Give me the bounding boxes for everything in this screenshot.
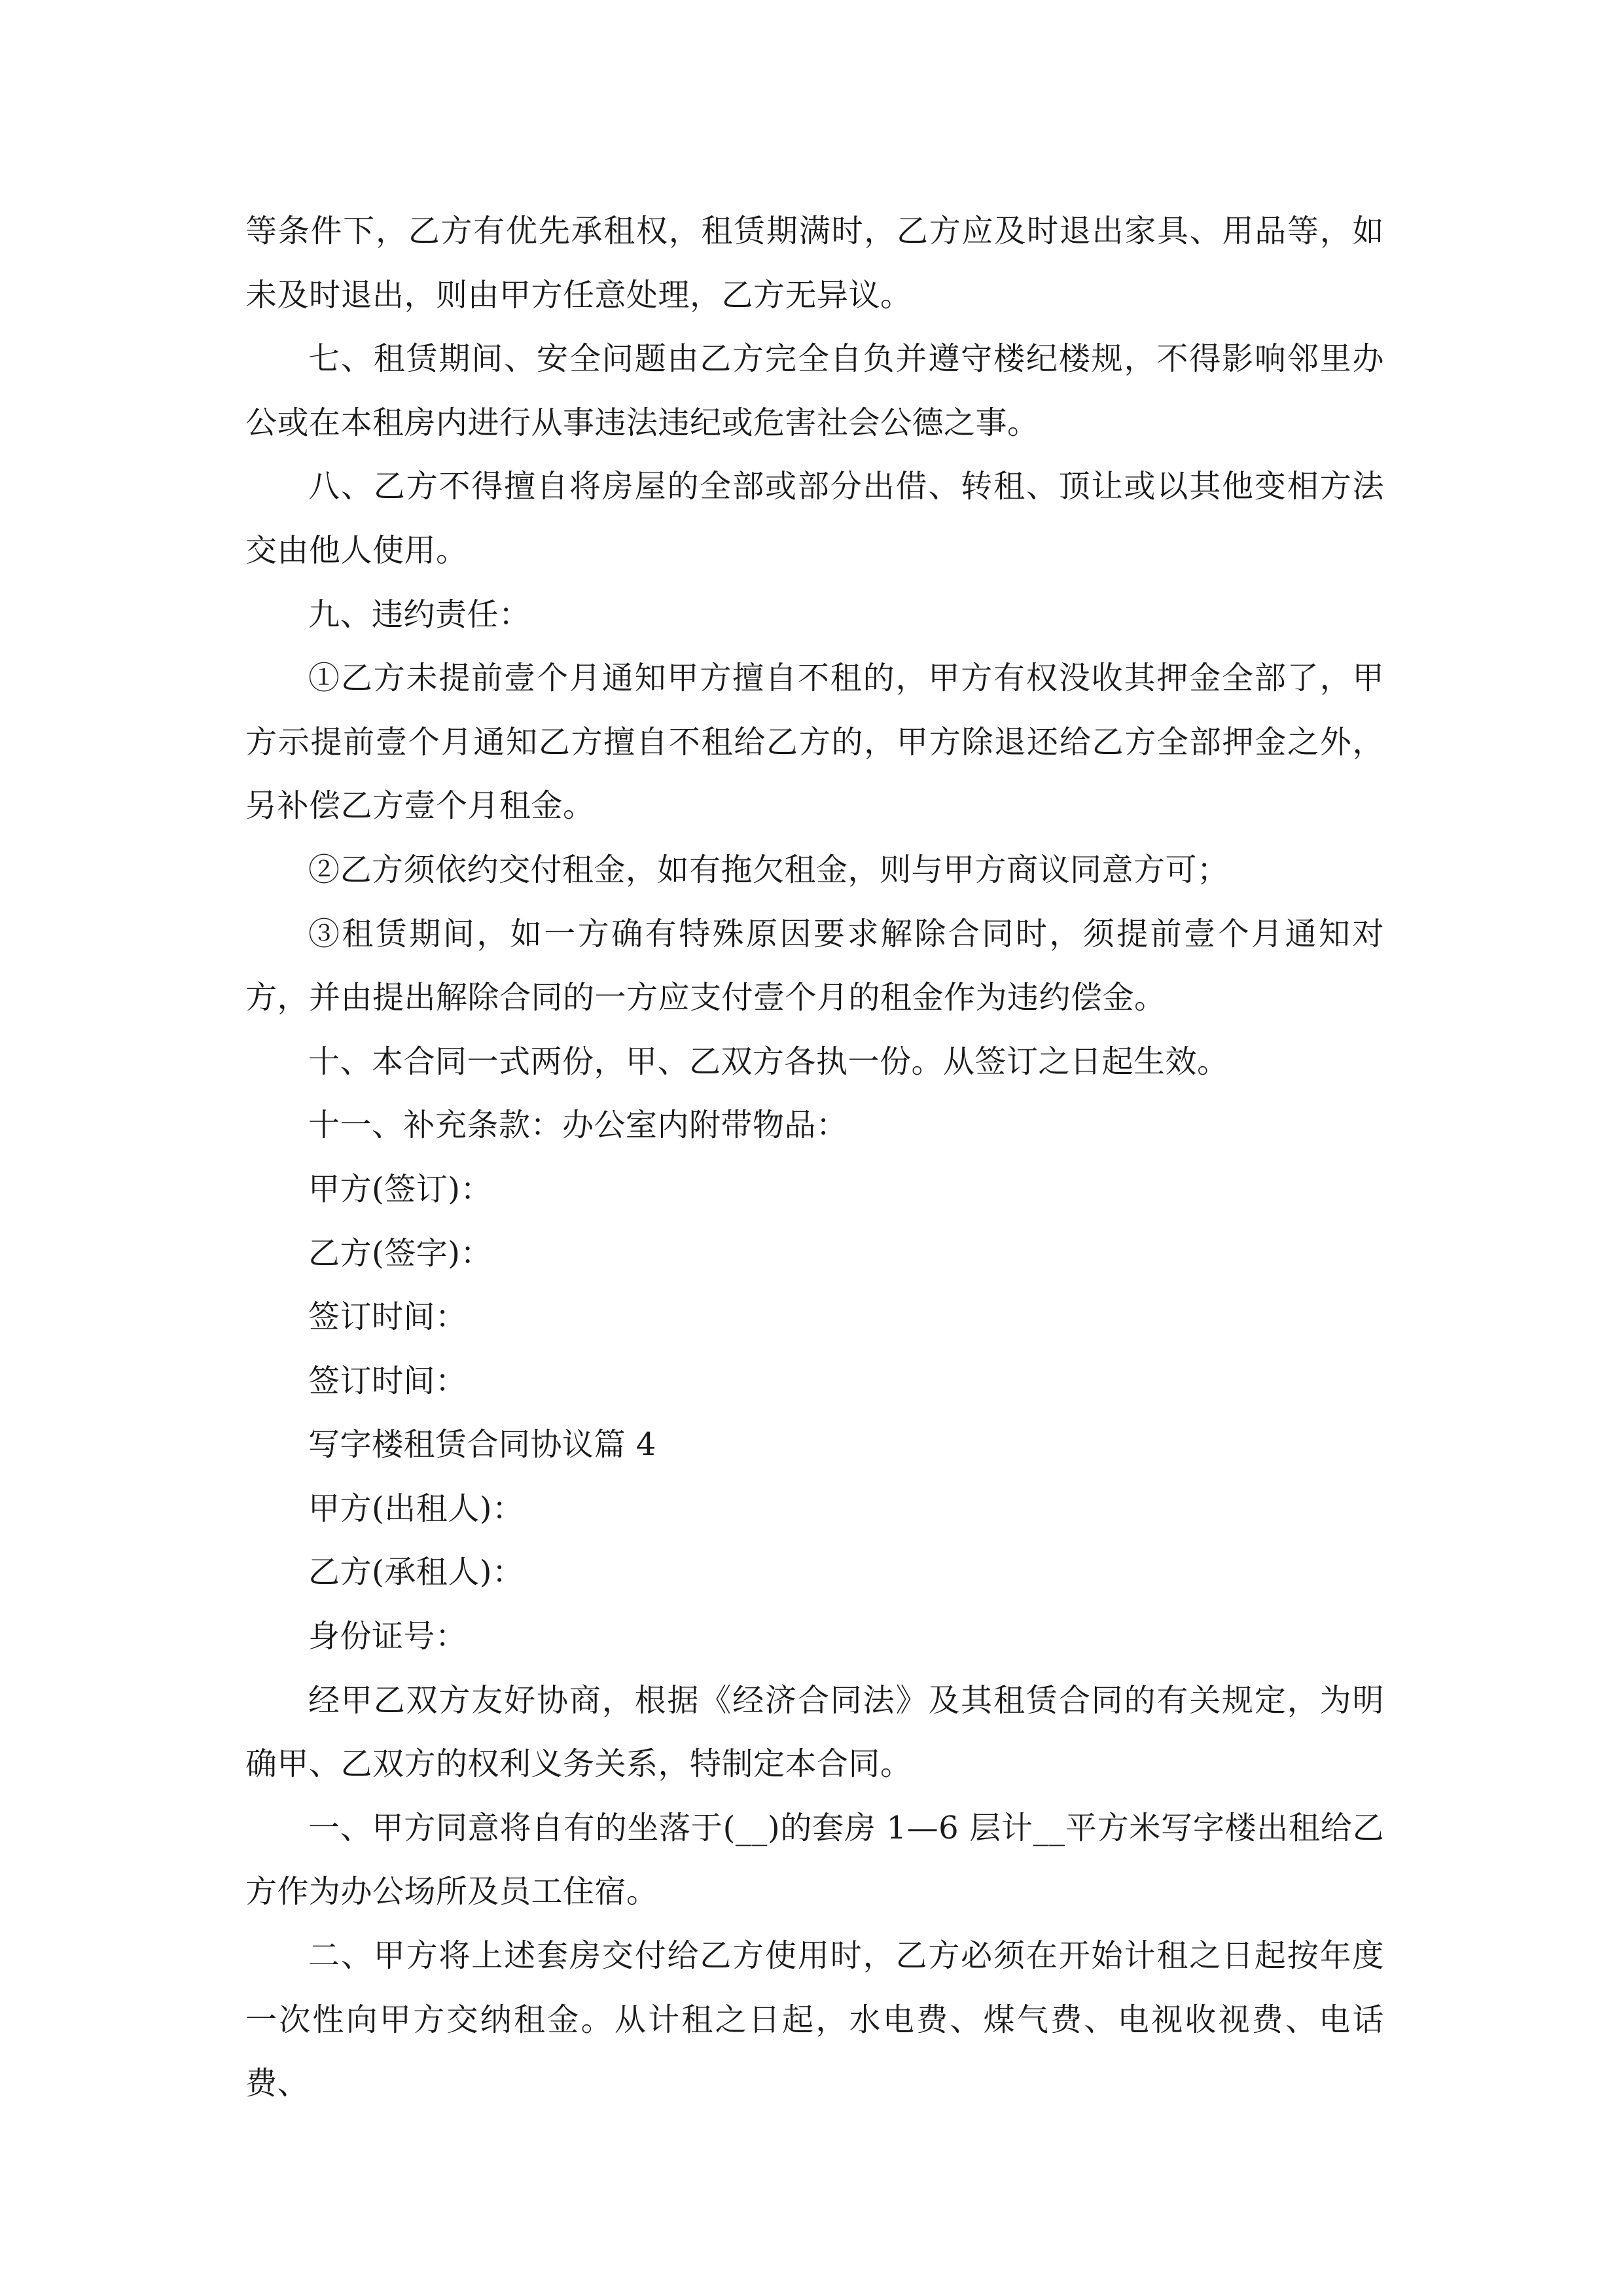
id-number-line: 身份证号：: [308, 1618, 467, 1655]
clause-nine-heading: 九、违约责任：: [308, 596, 531, 633]
signing-date-line: 签订时间：: [308, 1299, 467, 1336]
clause-seven: 七、租赁期间、安全问题由乙方完全自负并遵守楼纪楼规，不得影响邻里办公或在本租房内进行从事违法违纪或危害社会公德之事。: [245, 340, 1384, 441]
signing-date-line-2: 签订时间：: [308, 1362, 467, 1399]
clause-ten: 十、本合同一式两份，甲、乙双方各执一份。从签订之日起生效。: [308, 1043, 1229, 1080]
lessor-line: 甲方(出租人)：: [308, 1490, 524, 1527]
party-a-signature-line: 甲方(签订)：: [308, 1170, 492, 1208]
clause-two: 二、甲方将上述套房交付给乙方使用时，乙方必须在开始计租之日起按年度一次性向甲方交纳租金。从计租之日起，水电费、煤气费、电视收视费、电话费、: [245, 1937, 1384, 2102]
lessee-line: 乙方(承租人)：: [308, 1554, 524, 1591]
clause-eleven: 十一、补充条款：办公室内附带物品：: [308, 1107, 848, 1144]
party-b-signature-line: 乙方(签字)：: [308, 1234, 492, 1272]
clause-eight: 八、乙方不得擅自将房屋的全部或部分出借、转租、顶让或以其他变相方法交由他人使用。: [245, 468, 1384, 569]
paragraph-continuation: 等条件下，乙方有优先承租权，租赁期满时，乙方应及时退出家具、用品等，如未及时退出，则由甲方任意处理，乙方无异议。: [245, 213, 1384, 314]
section-title: 写字楼租赁合同协议篇 4: [308, 1426, 656, 1463]
clause-nine-item-3: ③租赁期间，如一方确有特殊原因要求解除合同时，须提前壹个月通知对方，并由提出解除合同的一方应支付壹个月的租金作为违约偿金。: [245, 915, 1384, 1016]
clause-nine-item-1: ①乙方未提前壹个月通知甲方擅自不租的，甲方有权没收其押金全部了，甲方示提前壹个月通知乙方擅自不租给乙方的，甲方除退还给乙方全部押金之外，另补偿乙方壹个月租金。: [245, 660, 1384, 825]
document-body: [245, 200, 1384, 2116]
clause-one: 一、甲方同意将自有的坐落于(__)的套房 1—6 层计__平方米写字楼出租给乙方作为办公场所及员工住宿。: [245, 1809, 1384, 1910]
preamble: 经甲乙双方友好协商，根据《经济合同法》及其租赁合同的有关规定，为明确甲、乙双方的权利义务关系，特制定本合同。: [245, 1681, 1384, 1783]
clause-nine-item-2: ②乙方须依约交付租金，如有拖欠租金，则与甲方商议同意方可；: [308, 851, 1229, 888]
